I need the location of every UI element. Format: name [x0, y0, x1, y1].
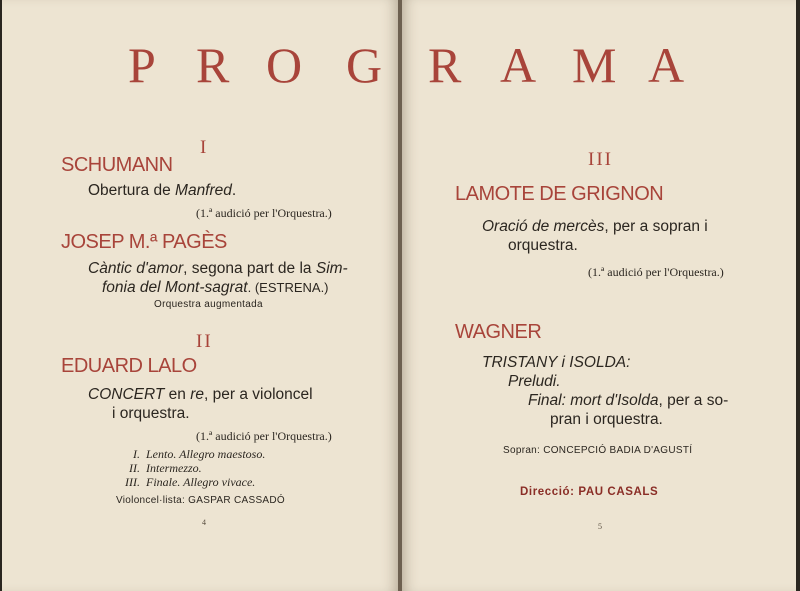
part-numeral: III [588, 149, 613, 170]
work-title: TRISTANY i ISOLDA: Preludi. Final: mort d'Isolda, per a so- pran i orquestra. [482, 354, 729, 428]
title-letter: R [428, 37, 462, 93]
part-numeral: I [200, 137, 209, 158]
soloist-credit: Violoncel·lista: GASPAR CASSADÓ [116, 495, 285, 506]
movement-item: I. Lento. Allegro maestoso. [133, 447, 266, 461]
work-title: Càntic d'amor, segona part de la Sim- fonia del Mont-sagrat. (ESTRENA.) [88, 260, 348, 296]
work-title: Oració de mercès, per a sopran i orquestra. [482, 218, 708, 254]
title-letter: P [128, 37, 156, 93]
movement-list [110, 447, 265, 489]
part-numeral: II [196, 331, 213, 352]
title-letter: O [266, 37, 303, 93]
composer-name: WAGNER [455, 321, 542, 343]
premiere-note: (1.ª audició per l'Orquestra.) [588, 265, 724, 279]
composer-name: EDUARD LALO [61, 355, 197, 377]
programa-title [0, 36, 800, 96]
title-letter: R [196, 37, 230, 93]
movement-item: III. Finale. Allegro vivace. [125, 475, 256, 489]
page-number: 4 [202, 518, 206, 527]
composer-name: SCHUMANN [61, 154, 173, 176]
premiere-note: (1.ª audició per l'Orquestra.) [196, 429, 332, 443]
title-letter: G [346, 37, 383, 93]
movement-item: II. Intermezzo. [129, 461, 202, 475]
soprano-credit: Sopran: CONCEPCIÓ BADIA D'AGUSTÍ [503, 445, 693, 456]
conductor-credit: Direcció: PAU CASALS [520, 486, 659, 498]
work-title: Obertura de Manfred. [88, 182, 237, 199]
composer-name: LAMOTE DE GRIGNON [455, 183, 664, 205]
title-letter: M [572, 37, 617, 93]
composer-name: JOSEP M.ª PAGÈS [61, 231, 227, 253]
title-letter: A [500, 37, 537, 93]
page-number: 5 [598, 522, 602, 531]
premiere-note: (1.ª audició per l'Orquestra.) [196, 206, 332, 220]
title-letter: A [648, 37, 685, 93]
work-title: CONCERT en re, per a violoncel i orquestra. [88, 386, 313, 422]
ensemble-note: Orquestra augmentada [154, 299, 263, 310]
